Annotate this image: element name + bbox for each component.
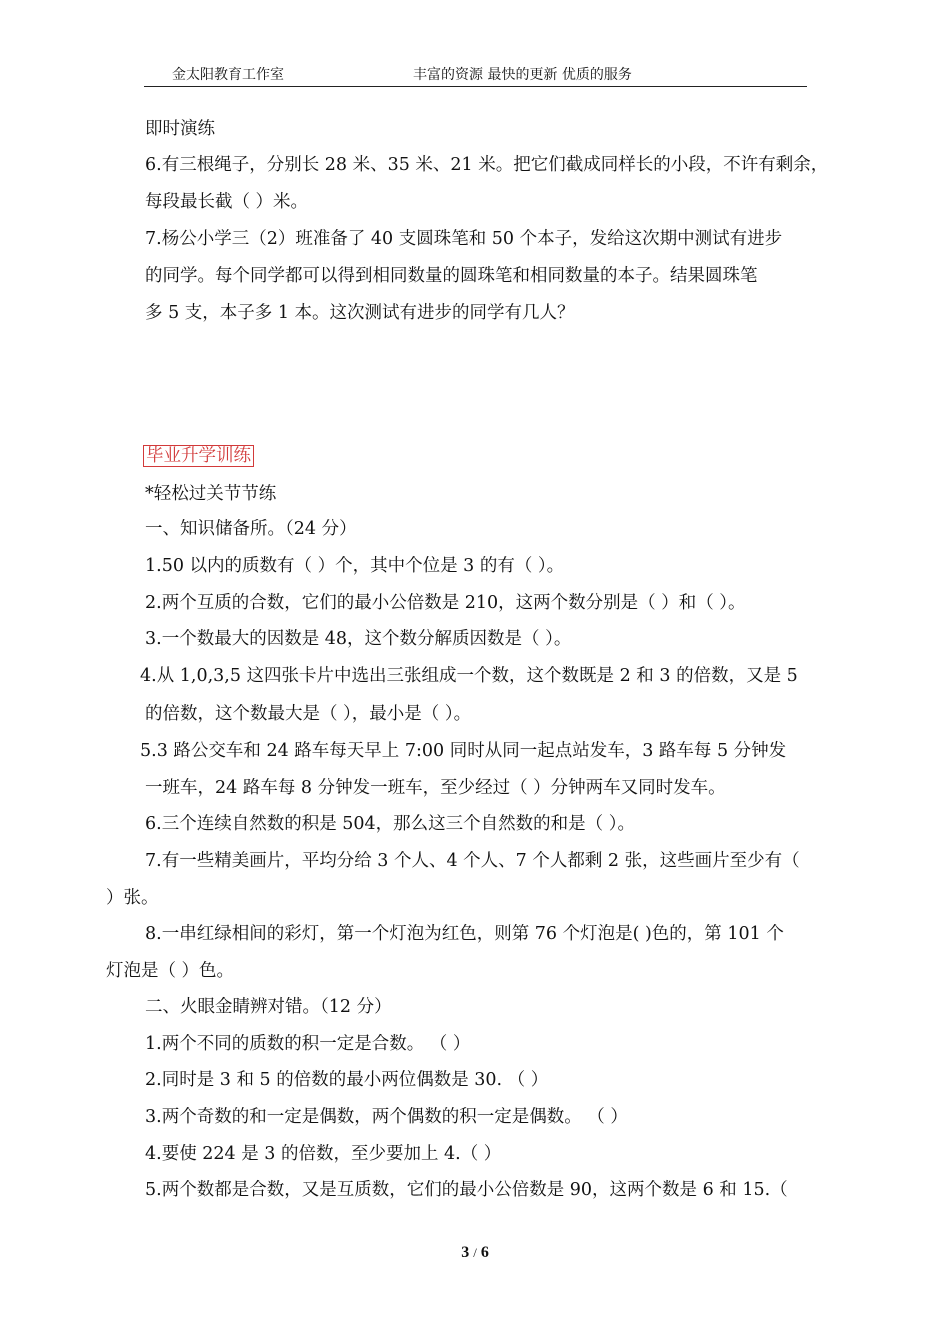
page-current: 3 bbox=[461, 1244, 470, 1261]
page-number bbox=[0, 1244, 950, 1262]
page-separator: / bbox=[473, 1245, 477, 1260]
question-line: 5.两个数都是合数，又是互质数，它们的最小公倍数是 90，这两个数是 6 和 15.（ bbox=[145, 1180, 788, 1200]
question-line: 5.3 路公交车和 24 路车每天早上 7:00 同时从同一起点站发车，3 路车每 5 分钟发 bbox=[140, 741, 787, 761]
question-line: 6.有三根绳子，分别长 28 米、35 米、21 米。把它们截成同样长的小段，不许有剩余， bbox=[145, 155, 829, 175]
question-line: 8.一串红绿相间的彩灯，第一个灯泡为红色，则第 76 个灯泡是( )色的，第 101 个 bbox=[145, 924, 784, 944]
question-line: 4.从 1,0,3,5 这四张卡片中选出三张组成一个数，这个数既是 2 和 3 的倍数，又是 5 bbox=[140, 666, 798, 686]
question-line: 灯泡是（ ）色。 bbox=[106, 961, 235, 981]
header-right-text: 丰富的资源 最快的更新 优质的服务 bbox=[413, 67, 632, 83]
question-line: ）张。 bbox=[106, 888, 159, 908]
part-heading: 二、火眼金睛辨对错。（12 分） bbox=[145, 997, 392, 1017]
question-line: 1.50 以内的质数有（ ）个，其中个位是 3 的有（ ）。 bbox=[145, 556, 565, 576]
question-line: 一班车，24 路车每 8 分钟发一班车，至少经过（ ）分钟两车又同时发车。 bbox=[145, 778, 726, 798]
part-heading: 一、知识储备所。（24 分） bbox=[145, 519, 357, 539]
header-left-text: 金太阳教育工作室 bbox=[172, 67, 284, 83]
question-line: 2.两个互质的合数，它们的最小公倍数是 210，这两个数分别是（ ）和（ ）。 bbox=[145, 593, 746, 613]
question-line: 1.两个不同的质数的积一定是合数。 （ ） bbox=[145, 1034, 471, 1054]
question-line: 2.同时是 3 和 5 的倍数的最小两位偶数是 30. （ ） bbox=[145, 1070, 549, 1090]
question-line: 4.要使 224 是 3 的倍数，至少要加上 4.（ ） bbox=[145, 1144, 502, 1164]
question-line: 的倍数，这个数最大是（ ），最小是（ ）。 bbox=[145, 704, 472, 724]
question-line: 的同学。每个同学都可以得到相同数量的圆珠笔和相同数量的本子。结果圆珠笔 bbox=[145, 266, 758, 286]
section-title-practice: 即时演练 bbox=[145, 119, 215, 139]
boxed-heading: 毕业升学训练 bbox=[143, 445, 254, 467]
question-line: 每段最长截（ ）米。 bbox=[145, 192, 309, 212]
question-line: 3.两个奇数的和一定是偶数，两个偶数的积一定是偶数。 （ ） bbox=[145, 1107, 628, 1127]
question-line: 多 5 支，本子多 1 本。这次测试有进步的同学有几人？ bbox=[145, 303, 575, 323]
header-rule bbox=[144, 86, 807, 87]
question-line: 3.一个数最大的因数是 48，这个数分解质因数是（ ）。 bbox=[145, 629, 572, 649]
section-title-graduation bbox=[143, 444, 254, 468]
question-line: 6.三个连续自然数的积是 504，那么这三个自然数的和是（ ）。 bbox=[145, 814, 635, 834]
page-total: 6 bbox=[480, 1244, 489, 1261]
subsection-title: *轻松过关节节练 bbox=[145, 484, 277, 504]
question-line: 7.有一些精美画片，平均分给 3 个人、4 个人、7 个人都剩 2 张，这些画片至少有（ bbox=[145, 851, 800, 871]
question-line: 7.杨公小学三（2）班准备了 40 支圆珠笔和 50 个本子，发给这次期中测试有进步 bbox=[145, 229, 783, 249]
